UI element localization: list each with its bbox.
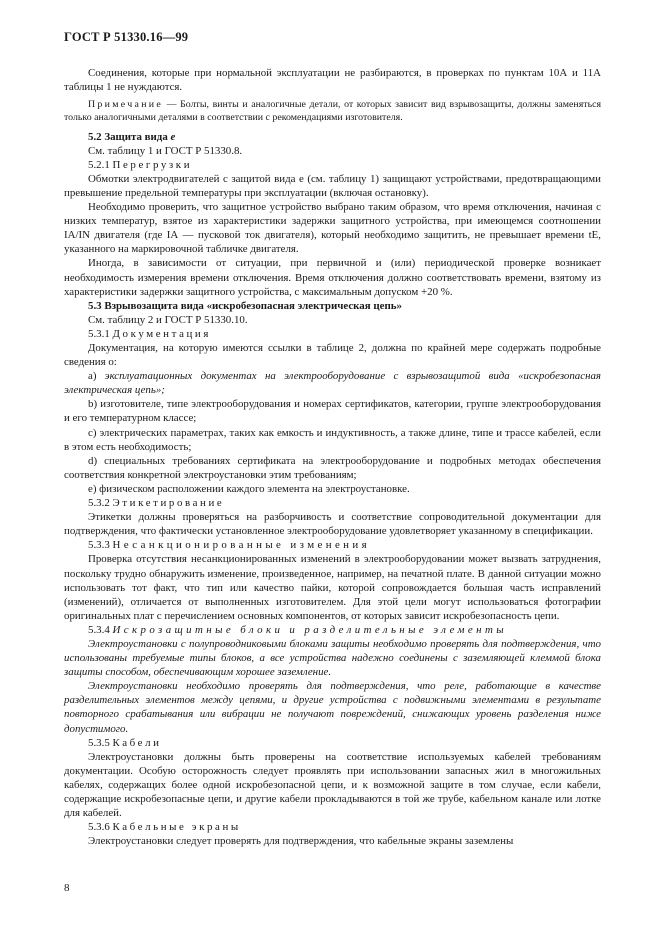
list-item-b: b) изготовителе, типе электрооборудования и номерах сертификатов, категории, группе электрооборудования и его температурном классе; <box>64 398 601 425</box>
section-5-3-3-paragraph: Проверка отсутствия несанкционированных изменений в электрооборудовании может вызвать затруднения, поскольку трудно обнаружить изменение, произведенное, например, на печатной плате. В данной ситуации можно использовать тот факт, что тип или качество пайки, которой сопровождается большая часть исправлений (изменений), отличается от выполненных изготовителем. Для этой цели могут использоваться фотографии оригинальных плат с перечислением основных компонентов, от которых зависит искробезопасность цепи. <box>64 553 601 622</box>
section-5-3-5-heading: 5.3.5 Кабели <box>88 736 162 749</box>
section-5-3-4-heading: 5.3.4 Искрозащитные блоки и разделительные элементы <box>88 623 507 636</box>
standard-header: ГОСТ Р 51330.16—99 <box>64 30 189 44</box>
section-5-3-title: 5.3 Взрывозащита вида «искробезопасная электрическая цепь» <box>88 299 402 312</box>
section-5-3-1-paragraph: Документация, на которую имеются ссылки в таблице 2, должна по крайней мере содержать подробные сведения о: <box>64 342 601 369</box>
section-5-2-1-paragraph-3: Иногда, в зависимости от ситуации, при первичной и (или) периодической проверке возникает необходимость измерения времени отключения. Время отключения должно соответствовать времени, взятому из характеристики задержки защитного устройства, с максимальным допуском +20 %. <box>64 257 601 298</box>
list-item-a: а) эксплуатационных документах на электрооборудование с взрывозащитой вида «искробезопасная электрическая цепь»; <box>64 370 601 397</box>
section-5-3-2-paragraph: Этикетки должны проверяться на разборчивость и соответствие сопроводительной документации для подтверждения, что фактически установленное электрооборудование удовлетворяет указанному в спецификации. <box>64 511 601 538</box>
intro-paragraph: Соединения, которые при нормальной эксплуатации не разбираются, в проверках по пунктам 10А и 11А таблицы 1 не нуждаются. <box>64 67 601 94</box>
note-text: — Болты, винты и аналогичные детали, от которых зависит вид взрывозащиты, должны заменяться только аналогичными деталями в соответствии с рекомендациями изготовителя. <box>64 99 601 124</box>
note-paragraph <box>64 98 601 124</box>
list-item-e: e) физическом расположении каждого элемента на электроустановке. <box>88 482 410 495</box>
section-5-2-reference: См. таблицу 1 и ГОСТ Р 51330.8. <box>88 144 243 157</box>
section-5-3-5-paragraph: Электроустановки должны быть проверены на соответствие используемых кабелей требованиям документации. Особую осторожность следует проявлять при использовании запасных жил в многожильных кабелях, содержащих более одной искробезопасной цепи, и к возможной защите в том случае, если кабели, содержащие искробезопасные цепи, и другие кабели прокладываются в той же трубе, кабельном канале или лотке для кабелей. <box>64 750 601 820</box>
section-5-3-reference: См. таблицу 2 и ГОСТ Р 51330.10. <box>88 313 248 326</box>
section-5-2-title: 5.2 Защита вида e <box>88 130 176 143</box>
note-label: Примечание <box>88 99 164 111</box>
document-body <box>64 66 601 848</box>
section-5-3-1-heading: 5.3.1 Документация <box>88 327 211 340</box>
section-5-3-2-heading: 5.3.2 Этикетирование <box>88 497 225 510</box>
list-item-c: c) электрических параметрах, таких как емкость и индуктивность, а также длине, типе и трассе кабелей, если в этом есть необходимость; <box>64 426 601 453</box>
section-5-2-1-paragraph-2: Необходимо проверить, что защитное устройство выбрано таким образом, что время отключения, начиная с низких температур, взятое из характеристики задержки защитного устройства, при имеющемся соотношении IА/IN двигателя (где IА — пусковой ток двигателя), который необходимо защитить, не превышает времени tE, указанного на маркировочной табличке двигателя. <box>64 201 601 256</box>
page-number: 8 <box>64 882 70 894</box>
section-5-3-4-paragraph-2: Электроустановки необходимо проверять для подтверждения, что реле, работающие в качестве разделительных элементов между цепями, и другие устройства с подвижными элементами в результате повторного срабатывания или вибрации не получают повреждений, снижающих уровень разделения ниже допустимого. <box>64 680 601 735</box>
section-5-3-6-paragraph: Электроустановки следует проверять для подтверждения, что кабельные экраны заземлены <box>88 835 514 848</box>
section-5-2-1-heading: 5.2.1 Перегрузки <box>88 158 193 171</box>
section-5-3-3-heading: 5.3.3 Несанкционированные изменения <box>88 539 371 552</box>
section-5-2-1-paragraph-1: Обмотки электродвигателей с защитой вида e (см. таблицу 1) защищают устройствами, предотвращающими превышение предельной температуры при эксплуатации (включая остановку). <box>64 172 601 199</box>
section-5-3-4-paragraph-1: Электроустановки с полупроводниковыми блоками защиты необходимо проверять для подтверждения, что использованы требуемые типы блоков, а все устройства надежно соединены с заземляющей клеммой блока защиты способом, обеспечивающим хорошее заземление. <box>64 637 601 679</box>
section-5-3-6-heading: 5.3.6 Кабельные экраны <box>88 821 241 834</box>
list-item-d: d) специальных требованиях сертификата на электрооборудование и подробных методах обеспечения соответствия конкретной электроустановки этим требованиям; <box>64 454 601 481</box>
